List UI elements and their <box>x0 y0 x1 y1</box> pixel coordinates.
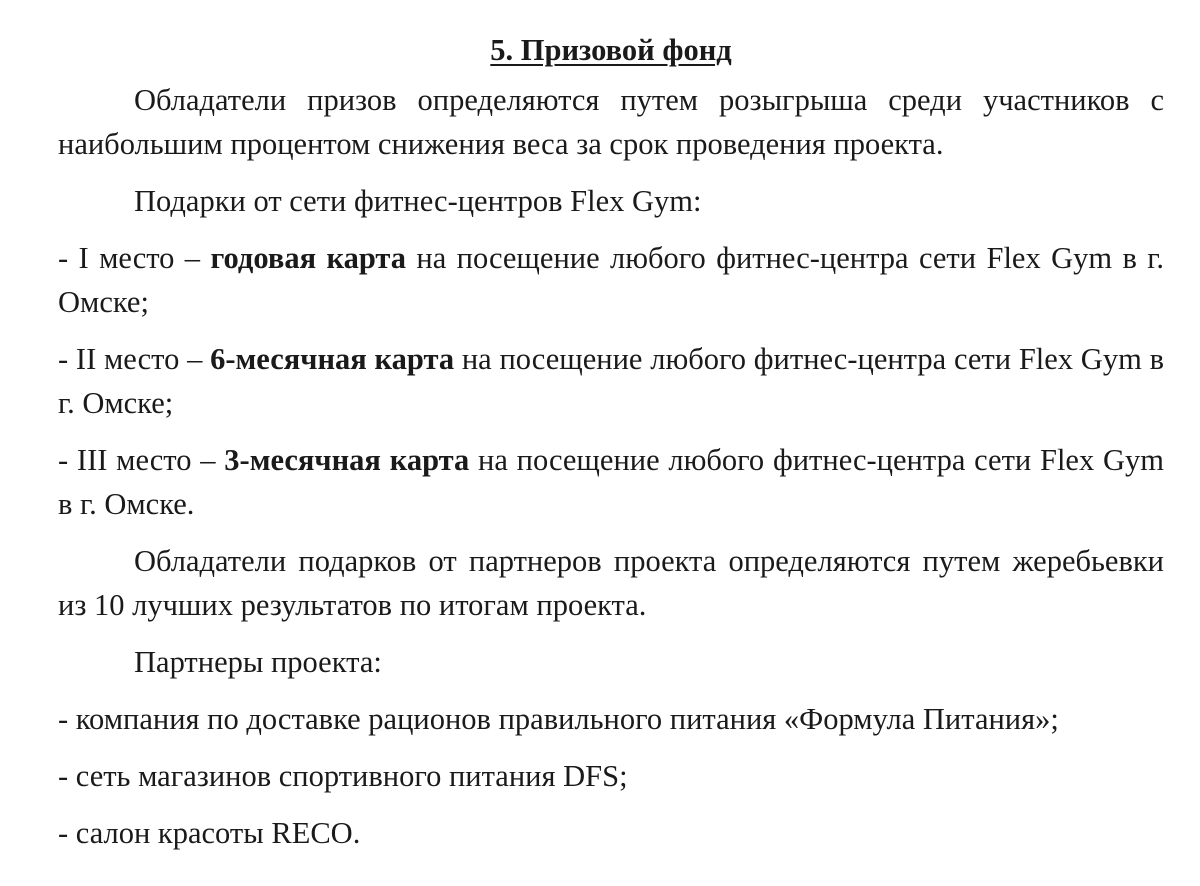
prize-name: годовая карта <box>210 241 406 275</box>
prize-item-second <box>58 337 1164 425</box>
gifts-heading: Подарки от сети фитнес-центров Flex Gym: <box>134 184 702 218</box>
prize-place-label: - II место – <box>58 342 211 376</box>
prize-name: 3-месячная карта <box>224 443 470 477</box>
partners-intro-paragraph: Обладатели подарков от партнеров проекта определяются путем жеребьевки из 10 лучших результатов по итогам проекта. <box>58 544 1164 622</box>
prize-description: на посещение любого фитнес-центра сети Flex Gym в г. Омске; <box>58 241 1164 319</box>
prize-place-label: - I место – <box>58 241 211 275</box>
section-title: 5. Призовой фонд <box>490 33 732 67</box>
prize-item-third <box>58 438 1164 526</box>
partners-heading: Партнеры проекта: <box>134 645 382 679</box>
prize-place-label: - III место – <box>58 443 225 477</box>
partner-item: - салон красоты RECO. <box>58 816 361 850</box>
document-page <box>58 28 1164 868</box>
prize-name: 6-месячная карта <box>210 342 455 376</box>
prize-description: на посещение любого фитнес-центра сети Flex Gym в г. Омске; <box>58 342 1164 420</box>
partner-item: - компания по доставке рационов правильного питания «Формула Питания»; <box>58 702 1059 736</box>
partner-item: - сеть магазинов спортивного питания DFS; <box>58 759 628 793</box>
prize-description: на посещение любого фитнес-центра сети Flex Gym в г. Омске. <box>58 443 1164 521</box>
prize-item-first <box>58 236 1164 324</box>
intro-paragraph: Обладатели призов определяются путем розыгрыша среди участников с наибольшим процентом снижения веса за срок проведения проекта. <box>58 83 1164 161</box>
